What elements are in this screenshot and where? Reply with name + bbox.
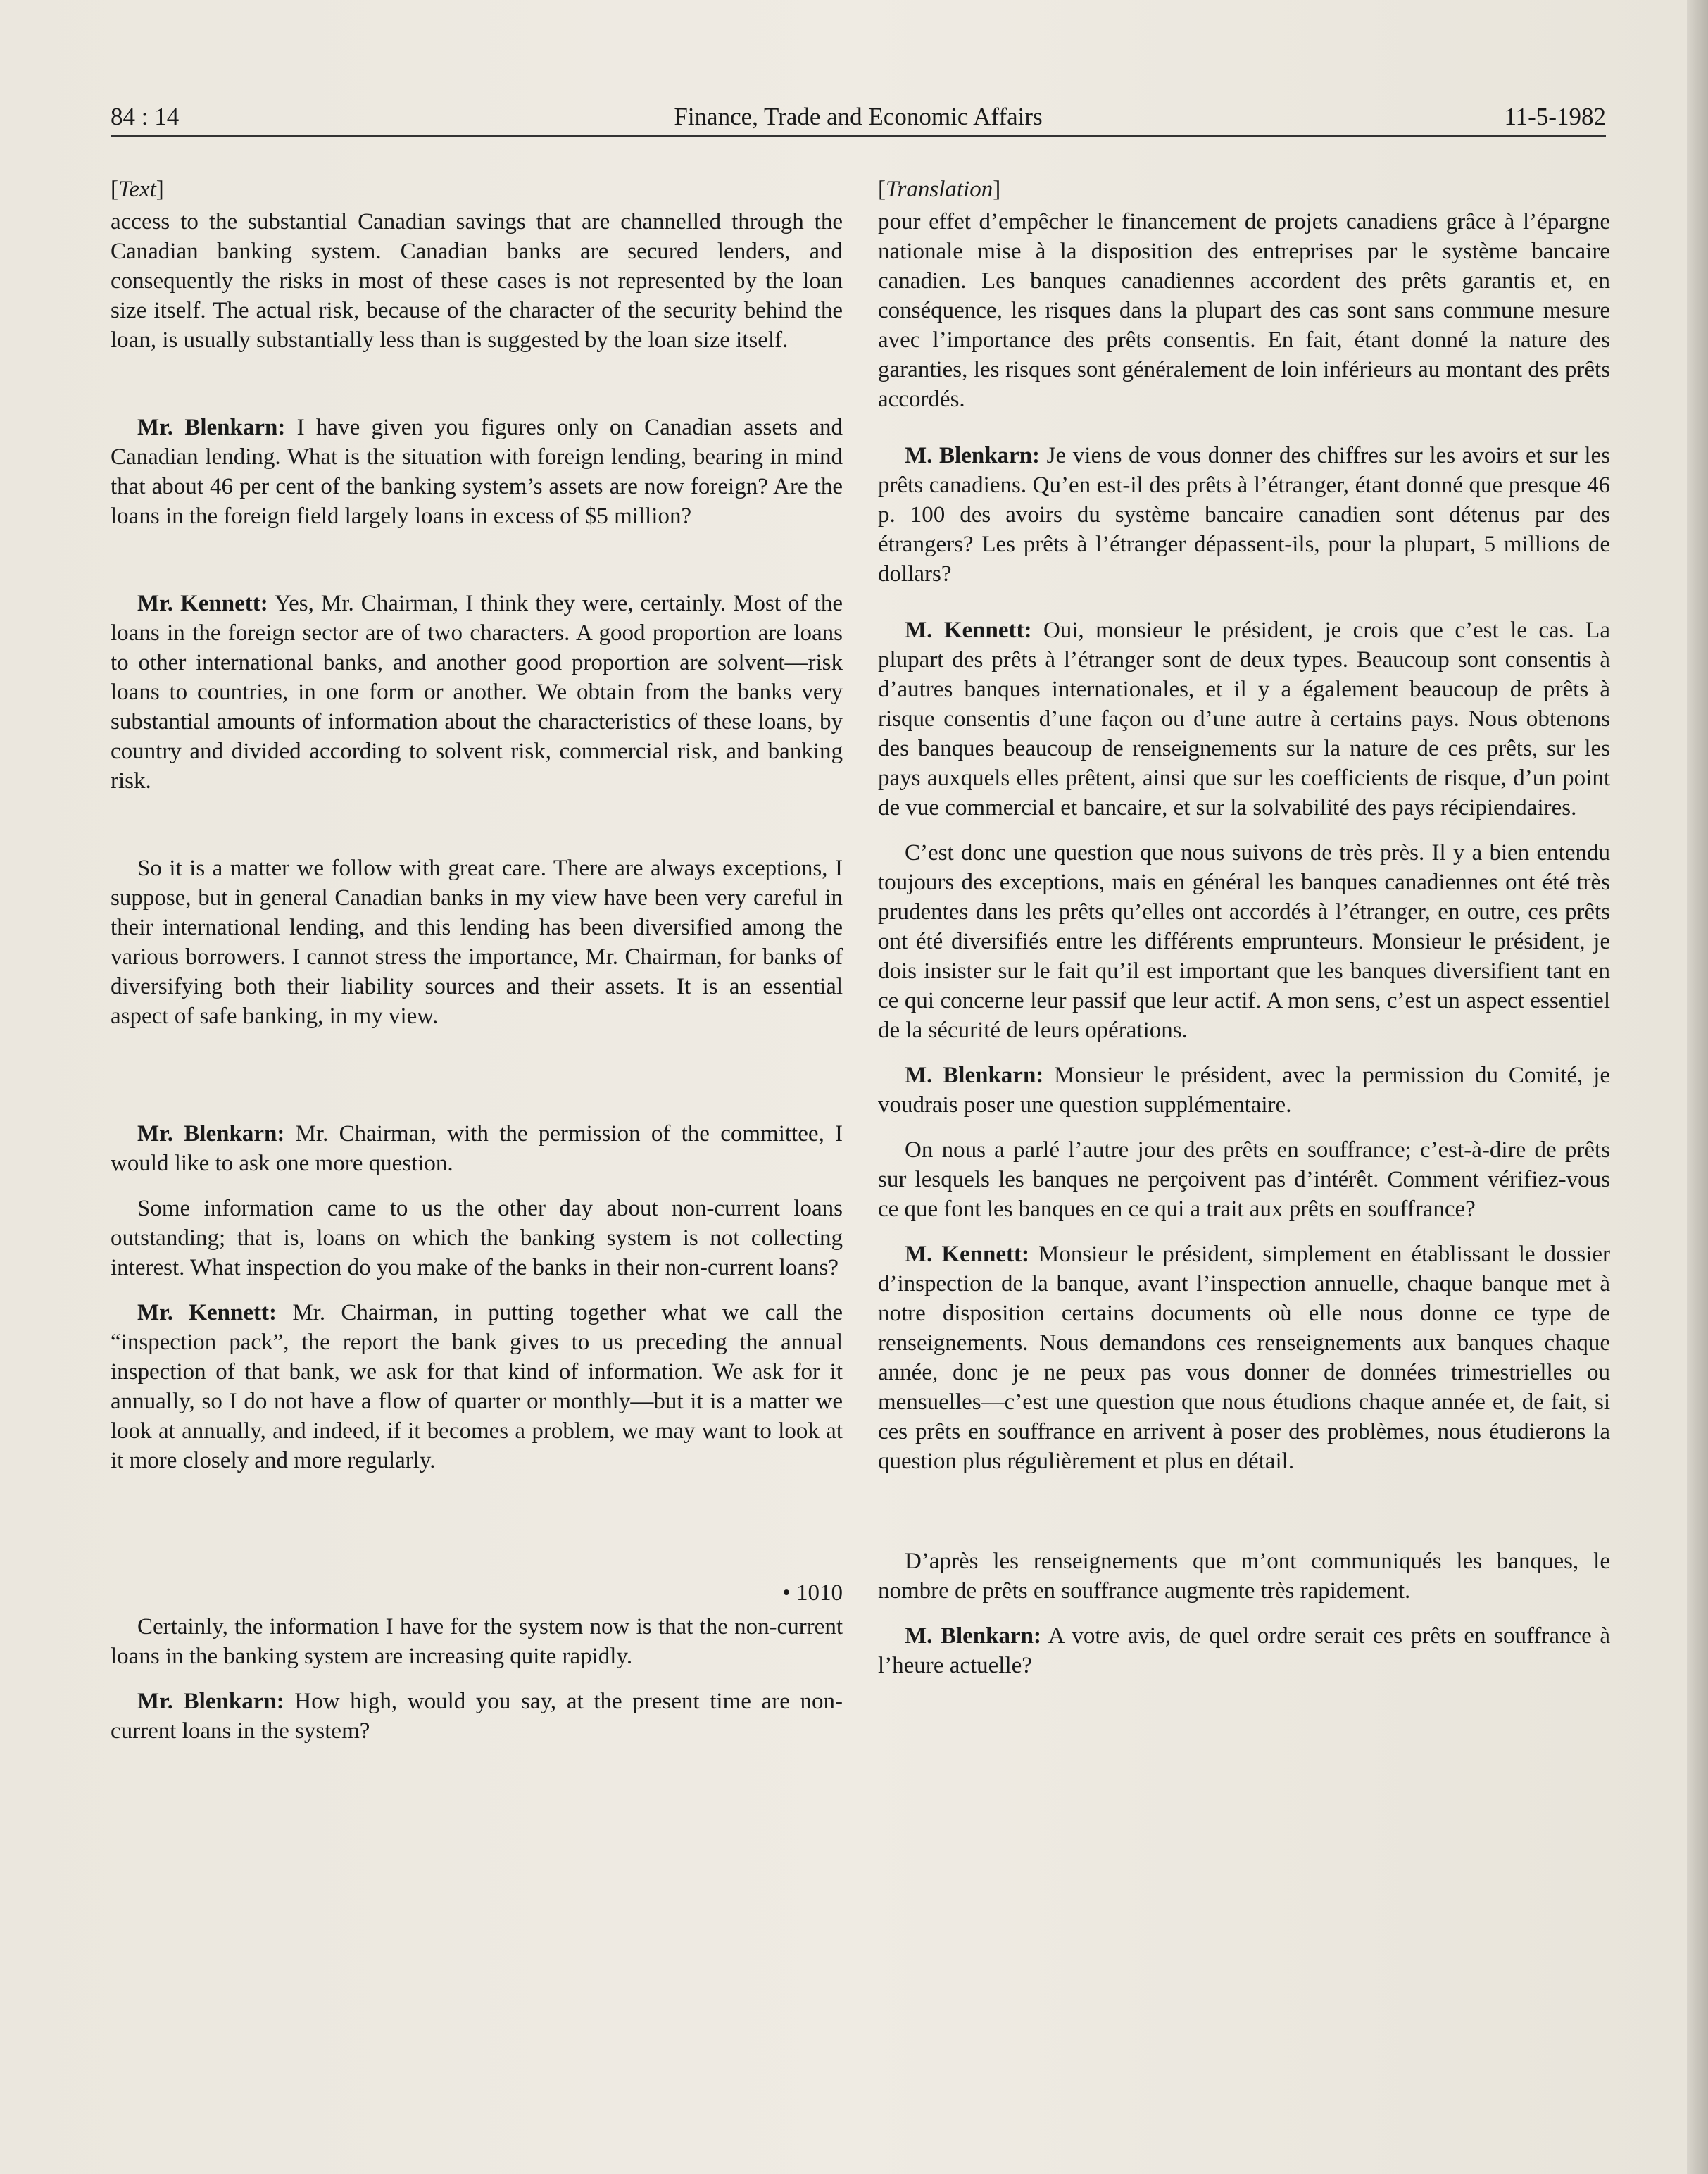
translation-label: [Translation] [878, 177, 1001, 202]
speaker-name: M. Kennett: [905, 1242, 1030, 1267]
speaker-paragraph: Mr. Blenkarn: Mr. Chairman, with the permission of the committee, I would like to ask one more question. [111, 1121, 843, 1176]
paragraph: pour effet d’empêcher le financement de projets canadiens grâce à l’épargne nationale mise à la disposition des entreprises par le système bancaire canadien. Les banques canadiennes accordent des prêts garantis et, en conséquence, les risques dans la plupart des cas sont sans commune mesure avec l’importance des prêts consentis. En fait, étant donné la nature des garanties, les risques sont généralement de loin inférieurs au montant des prêts accordés. [878, 209, 1610, 412]
speaker-name: M. Blenkarn: [905, 443, 1041, 468]
paragraph: On nous a parlé l’autre jour des prêts en souffrance; c’est-à-dire de prêts sur lesquels les banques ne perçoivent pas d’intérêt. Comment vérifiez-vous ce que font les banques en ce qui a trait aux prêts en souffrance? [878, 1137, 1610, 1222]
running-header [111, 99, 1606, 137]
speaker-name: M. Kennett: [905, 618, 1032, 643]
page-edge [1687, 0, 1708, 2174]
speaker-name: Mr. Kennett: [137, 1300, 277, 1325]
speaker-name: Mr. Kennett: [137, 591, 268, 616]
paragraph: C’est donc une question que nous suivons de très près. Il y a bien entendu toujours des exceptions, mais en général les banques canadiennes ont été très prudentes dans les prêts qu’elles ont accordés à l’étranger, en outre, ces prêts ont été diversifiés entre les différents emprunteurs. Monsieur le président, je dois insister sur le fait qu’il est important que les banques diversifient tant en ce qui concerne leur passif que leur actif. A mon sens, c’est un aspect essentiel de la sécurité de leurs opérations. [878, 840, 1610, 1043]
time-marker: • 1010 [782, 1580, 843, 1606]
speaker-paragraph: Mr. Kennett: Yes, Mr. Chairman, I think they were, certainly. Most of the loans in the foreign sector are of two characters. A good proportion are loans to other international banks, and another good proportion are solvent—risk loans to countries, in one form or another. We obtain from the banks very substantial amounts of information about the characteristics of these loans, by country and divided according to solvent risk, commercial risk, and banking risk. [111, 591, 843, 794]
english-column [111, 175, 843, 1746]
french-column [878, 175, 1610, 1680]
committee-title: Finance, Trade and Economic Affairs [674, 103, 1043, 130]
speaker-name: Mr. Blenkarn: [137, 415, 286, 440]
speaker-paragraph: M. Blenkarn: A votre avis, de quel ordre serait ces prêts en souffrance à l’heure actuelle? [878, 1623, 1611, 1678]
paragraph: access to the substantial Canadian savings that are channelled through the Canadian banking system. Canadian banks are secured lenders, and consequently the risks in most of these cases is not represented by the loan size itself. The actual risk, because of the character of the security behind the loan, is usually substantially less than is suggested by the loan size itself. [111, 209, 843, 353]
speaker-name: M. Blenkarn: [905, 1623, 1041, 1649]
paragraph: D’après les renseignements que m’ont communiqués les banques, le nombre de prêts en souffrance augmente très rapidement. [878, 1549, 1610, 1604]
text-label: [Text] [111, 177, 164, 202]
paragraph: So it is a matter we follow with great care. There are always exceptions, I suppose, but in general Canadian banks in my view have been very careful in their international lending, and this lending has been diversified among the various borrowers. I cannot stress the importance, Mr. Chairman, for banks of diversifying both their liability sources and their assets. It is an essential aspect of safe banking, in my view. [111, 856, 843, 1029]
speaker-paragraph: Mr. Kennett: Mr. Chairman, in putting together what we call the “inspection pack”, the report the bank gives to us preceding the annual inspection of that bank, we ask for that kind of information. We ask for it annually, so I do not have a flow of quarter or monthly—but it is a matter we look at annually, and indeed, if it becomes a problem, we may want to look at it more closely and more regularly. [111, 1300, 843, 1473]
speaker-paragraph: M. Kennett: Monsieur le président, simplement en établissant le dossier d’inspection de la banque, avant l’inspection annuelle, chaque banque met à notre disposition certains documents où elle nous donne ce type de renseignements. Nous demandons ces renseignements aux banques chaque année, donc je ne peux pas vous donner de données trimestrielles ou mensuelles—c’est une question que nous étudions chaque année et, de fait, si ces prêts en souffrance en arrivent à poser des problèmes, nous étudierons la question plus régulièrement et plus en détail. [878, 1242, 1610, 1474]
page-number: 84 : 14 [111, 103, 180, 130]
speaker-name: M. Blenkarn: [905, 1063, 1044, 1088]
speaker-paragraph: Mr. Blenkarn: How high, would you say, at the present time are non-current loans in the system? [111, 1689, 843, 1744]
paragraph: Some information came to us the other day about non-current loans outstanding; that is, loans on which the banking system is not collecting interest. What inspection do you make of the banks in their non-current loans? [111, 1196, 843, 1280]
speaker-paragraph: M. Kennett: Oui, monsieur le président, je crois que c’est le cas. La plupart des prêts à l’étranger sont de deux types. Beaucoup sont consentis à d’autres banques internationales, et il y a également beaucoup de prêts à risque consentis d’une façon ou d’une autre à certains pays. Nous obtenons des banques beaucoup de renseignements sur la nature de ces prêts, sur les pays auxquels elles prêtent, ainsi que sur les coefficients de risque, d’un point de vue commercial et bancaire, et sur la solvabilité des pays récipiendaires. [878, 618, 1610, 820]
speaker-paragraph: M. Blenkarn: Monsieur le président, avec la permission du Comité, je voudrais poser une question supplémentaire. [878, 1063, 1610, 1118]
speaker-paragraph: Mr. Blenkarn: I have given you figures only on Canadian assets and Canadian lending. What is the situation with foreign lending, bearing in mind that about 46 per cent of the banking system’s assets are now foreign? Are the loans in the foreign field largely loans in excess of $5 million? [111, 415, 843, 529]
header-date: 11-5-1982 [1504, 103, 1606, 130]
speaker-paragraph: M. Blenkarn: Je viens de vous donner des chiffres sur les avoirs et sur les prêts canadiens. Qu’en est-il des prêts à l’étranger, étant donné que presque 46 p. 100 des avoirs du système bancaire canadien sont détenus par des étrangers? Les prêts à l’étranger dépassent-ils, pour la plupart, 5 millions de dollars? [878, 443, 1610, 587]
paragraph: Certainly, the information I have for the system now is that the non-current loans in the banking system are increasing quite rapidly. [111, 1614, 843, 1669]
speaker-name: Mr. Blenkarn: [137, 1689, 284, 1714]
speaker-name: Mr. Blenkarn: [137, 1121, 285, 1147]
